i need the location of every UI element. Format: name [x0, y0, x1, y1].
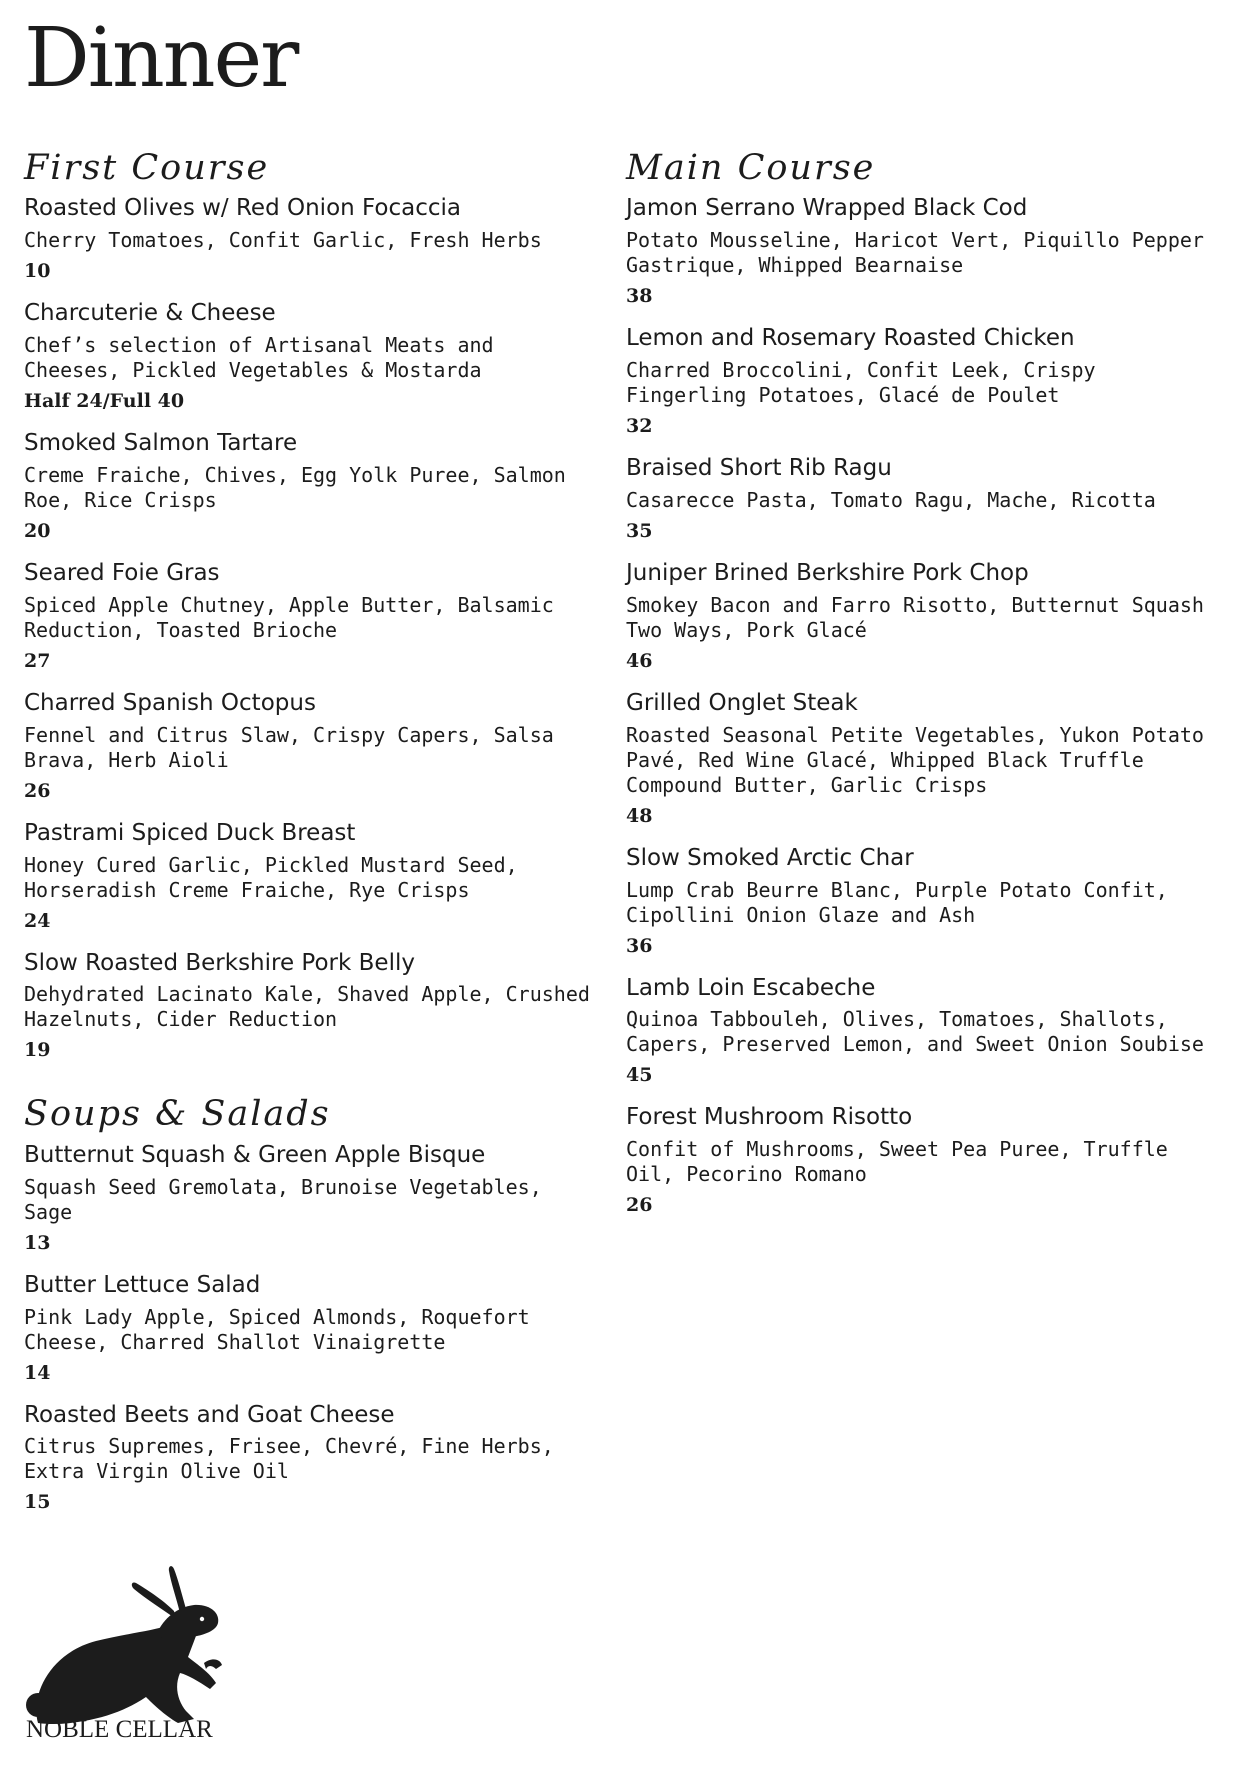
item-description: Squash Seed Gremolata, Brunoise Vegetables, Sage	[24, 1174, 542, 1224]
item-description: Creme Fraiche, Chives, Egg Yolk Puree, Salmon Roe, Rice Crisps	[24, 462, 566, 512]
item-price: 26	[24, 779, 51, 802]
item-description: Honey Cured Garlic, Pickled Mustard Seed, Horseradish Creme Fraiche, Rye Crisps	[24, 852, 518, 902]
item-price: 27	[24, 649, 51, 672]
soups-salads-list	[24, 1141, 594, 1517]
item-description: Smokey Bacon and Farro Risotto, Butternut Squash Two Ways, Pork Glacé	[626, 592, 1204, 642]
item-name: Slow Smoked Arctic Char	[626, 844, 914, 871]
item-price: 13	[24, 1231, 51, 1254]
menu-item	[626, 454, 1226, 545]
menu-item	[626, 974, 1226, 1090]
menu-item	[24, 1401, 594, 1517]
item-price: 19	[24, 1039, 51, 1062]
item-name: Lamb Loin Escabeche	[626, 974, 876, 1001]
item-description: Chef’s selection of Artisanal Meats and Cheeses, Pickled Vegetables & Mostarda	[24, 333, 494, 383]
item-description: Confit of Mushrooms, Sweet Pea Puree, Truffle Oil, Pecorino Romano	[626, 1137, 1168, 1187]
menu-item	[626, 324, 1226, 440]
section-title-soups-salads: Soups & Salads	[24, 1094, 331, 1135]
menu-item	[24, 949, 594, 1065]
menu-item	[626, 689, 1226, 830]
item-name: Butternut Squash & Green Apple Bisque	[24, 1141, 486, 1168]
item-price: 10	[24, 260, 51, 283]
first-course-list	[24, 194, 594, 1064]
item-description: Potato Mousseline, Haricot Vert, Piquillo Pepper Gastrique, Whipped Bearnaise	[626, 228, 1204, 278]
menu-item	[24, 194, 594, 285]
item-name: Butter Lettuce Salad	[24, 1271, 261, 1298]
item-price: 48	[626, 804, 653, 827]
page-title: Dinner	[24, 11, 298, 106]
item-price: 24	[24, 909, 51, 932]
menu-item	[24, 299, 594, 415]
item-description: Spiced Apple Chutney, Apple Butter, Balsamic Reduction, Toasted Brioche	[24, 592, 554, 642]
item-price: 35	[626, 519, 653, 542]
item-price: 32	[626, 415, 653, 438]
menu-item	[24, 559, 594, 675]
menu-item	[24, 819, 594, 935]
item-name: Jamon Serrano Wrapped Black Cod	[626, 195, 1028, 222]
menu-item	[24, 1271, 594, 1387]
item-name: Slow Roasted Berkshire Pork Belly	[24, 949, 415, 976]
item-name: Juniper Brined Berkshire Pork Chop	[626, 559, 1029, 586]
item-description: Quinoa Tabbouleh, Olives, Tomatoes, Shallots, Capers, Preserved Lemon, and Sweet Onion Soubise	[626, 1007, 1204, 1057]
menu-item	[626, 1103, 1226, 1219]
item-name: Charred Spanish Octopus	[24, 689, 316, 716]
item-price: 38	[626, 285, 653, 308]
item-price: 14	[24, 1361, 51, 1384]
item-name: Braised Short Rib Ragu	[626, 455, 892, 482]
main-course-list	[626, 194, 1226, 1219]
menu-item	[626, 194, 1226, 310]
section-title-main-course: Main Course	[626, 148, 876, 188]
item-price: 26	[626, 1194, 653, 1217]
item-price: 20	[24, 519, 51, 542]
item-name: Roasted Beets and Goat Cheese	[24, 1401, 395, 1428]
item-description: Cherry Tomatoes, Confit Garlic, Fresh Herbs	[24, 228, 542, 253]
item-description: Casarecce Pasta, Tomato Ragu, Mache, Ricotta	[626, 487, 1156, 512]
item-name: Grilled Onglet Steak	[626, 689, 858, 716]
item-name: Pastrami Spiced Duck Breast	[24, 819, 356, 846]
item-price: Half 24/Full 40	[24, 390, 185, 413]
item-description: Citrus Supremes, Frisee, Chevré, Fine Herbs, Extra Virgin Olive Oil	[24, 1434, 554, 1484]
menu-item	[626, 559, 1226, 675]
logo-text: NOBLE CELLAR	[26, 1716, 213, 1743]
item-name: Charcuterie & Cheese	[24, 300, 276, 327]
item-name: Forest Mushroom Risotto	[626, 1104, 913, 1131]
item-description: Charred Broccolini, Confit Leek, Crispy Fingerling Potatoes, Glacé de Poulet	[626, 358, 1096, 408]
item-description: Fennel and Citrus Slaw, Crispy Capers, Salsa Brava, Herb Aioli	[24, 722, 554, 772]
item-name: Lemon and Rosemary Roasted Chicken	[626, 325, 1075, 352]
menu-item	[24, 1141, 594, 1257]
section-title-first-course: First Course	[24, 148, 270, 188]
item-price: 46	[626, 649, 653, 672]
item-price: 45	[626, 1064, 653, 1087]
left-column	[24, 148, 594, 1530]
menu-item	[626, 844, 1226, 960]
item-description: Pink Lady Apple, Spiced Almonds, Roquefort Cheese, Charred Shallot Vinaigrette	[24, 1304, 530, 1354]
item-name: Seared Foie Gras	[24, 559, 220, 586]
item-description: Roasted Seasonal Petite Vegetables, Yukon Potato Pavé, Red Wine Glacé, Whipped Black Truffle Compound Butter, Garlic Crisps	[626, 722, 1204, 797]
right-column	[626, 148, 1226, 1233]
menu-item	[24, 429, 594, 545]
item-price: 36	[626, 934, 653, 957]
item-description: Lump Crab Beurre Blanc, Purple Potato Confit, Cipollini Onion Glaze and Ash	[626, 877, 1168, 927]
menu-item	[24, 689, 594, 805]
item-description: Dehydrated Lacinato Kale, Shaved Apple, Crushed Hazelnuts, Cider Reduction	[24, 982, 590, 1032]
item-name: Roasted Olives w/ Red Onion Focaccia	[24, 195, 462, 222]
item-price: 15	[24, 1491, 51, 1514]
item-name: Smoked Salmon Tartare	[24, 430, 298, 457]
